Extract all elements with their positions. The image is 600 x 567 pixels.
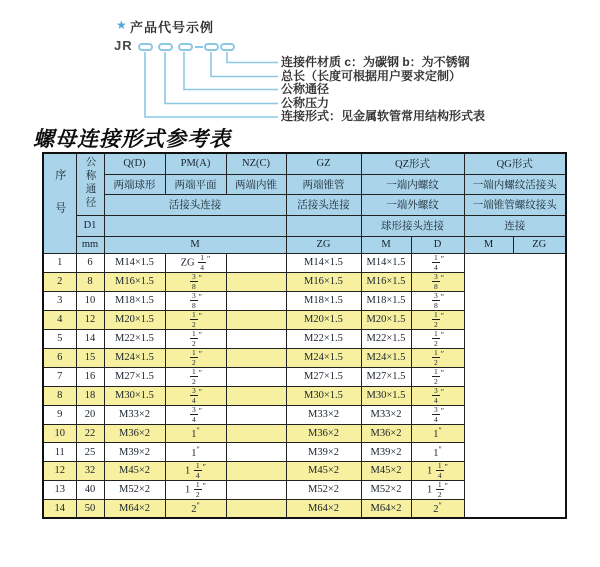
serial-cell: 1	[43, 253, 76, 272]
gz-zg-cell: $\frac{3}{4}$ ″	[165, 405, 226, 424]
dn-mm-cell: 8	[76, 272, 104, 291]
label-connection-form: 连接形式：见金属软管常用结构形式表	[281, 109, 486, 123]
table-row	[43, 329, 566, 348]
table-row	[43, 461, 566, 480]
table-row	[43, 424, 566, 443]
group-header-qg: QG形式	[464, 153, 566, 174]
qz-d-cell: M20×1.5	[286, 310, 361, 329]
thread-m-cell: M20×1.5	[104, 310, 165, 329]
thread-m-cell: M22×1.5	[104, 329, 165, 348]
dn-mm-cell: 22	[76, 424, 104, 443]
group-header-pma: PM(A)	[165, 153, 226, 174]
qg-zg-cell: $\frac{1}{4}$ ″	[411, 253, 464, 272]
serial-cell: 8	[43, 386, 76, 405]
thread-m-cell: M24×1.5	[104, 348, 165, 367]
table-row	[43, 386, 566, 405]
table-header	[43, 153, 566, 253]
qz-m-cell	[226, 272, 286, 291]
subtitle-qd: 两端球形	[104, 174, 165, 194]
gz-zg-cell: ZG $\frac{1}{4}$ ″	[165, 253, 226, 272]
qz-m-cell	[226, 499, 286, 518]
qz-m-cell	[226, 461, 286, 480]
qz-m-cell	[226, 405, 286, 424]
group-header-qz: QZ形式	[361, 153, 464, 174]
qz-d-cell: M30×1.5	[286, 386, 361, 405]
label-total-length: 总长（长度可根据用户要求定制）	[281, 69, 462, 83]
nut-connection-table	[42, 152, 567, 519]
header-row-subtitles	[43, 174, 566, 194]
serial-cell: 7	[43, 367, 76, 386]
qz-d-cell: M45×2	[286, 461, 361, 480]
qz-d-cell: M18×1.5	[286, 291, 361, 310]
qg-zg-cell: 1″	[411, 443, 464, 462]
header-row-connection	[43, 194, 566, 215]
thread-m-cell: M30×1.5	[104, 386, 165, 405]
dn-mm-cell: 20	[76, 405, 104, 424]
dn-mm-cell: 25	[76, 443, 104, 462]
thread-m-cell: M27×1.5	[104, 367, 165, 386]
qg-m-cell: M33×2	[361, 405, 411, 424]
gz-zg-cell: $\frac{3}{8}$ ″	[165, 272, 226, 291]
qz-m-cell	[226, 367, 286, 386]
qg-m-cell: M14×1.5	[361, 253, 411, 272]
qg-zg-cell: $\frac{1}{2}$ ″	[411, 348, 464, 367]
table-row	[43, 310, 566, 329]
gz-zg-cell: $\frac{1}{2}$ ″	[165, 329, 226, 348]
serial-cell: 10	[43, 424, 76, 443]
serial-cell: 13	[43, 480, 76, 499]
subtitle-gz: 两端锥管	[286, 174, 361, 194]
serial-cell: 6	[43, 348, 76, 367]
table-title: 螺母连接形式参考表	[33, 126, 231, 151]
gz-zg-cell: $\frac{1}{2}$ ″	[165, 367, 226, 386]
label-nominal-pressure: 公称压力	[281, 96, 330, 110]
col-header-serial: 序号	[43, 153, 76, 253]
thread-m-cell: M36×2	[104, 424, 165, 443]
group-header-gz: GZ	[286, 153, 361, 174]
gz-zg-cell: $\frac{3}{8}$ ″	[165, 291, 226, 310]
label-nominal-diameter: 公称通径	[281, 82, 330, 96]
qg-zg-cell: $\frac{3}{8}$ ″	[411, 272, 464, 291]
qg-zg-cell: $\frac{1}{2}$ ″	[411, 367, 464, 386]
table-row	[43, 291, 566, 310]
qg-zg-cell: 1 $\frac{1}{2}$ ″	[411, 480, 464, 499]
gz-zg-cell: 1 $\frac{1}{2}$ ″	[165, 480, 226, 499]
table-row	[43, 405, 566, 424]
qz-d-cell: M33×2	[286, 405, 361, 424]
qz-d-cell: M14×1.5	[286, 253, 361, 272]
qg-m-cell: M20×1.5	[361, 310, 411, 329]
dn-mm-cell: 6	[76, 253, 104, 272]
unit-mm: mm	[76, 236, 104, 253]
table-body	[43, 253, 566, 518]
qz-m-cell	[226, 480, 286, 499]
serial-cell: 11	[43, 443, 76, 462]
qz-d-cell: M36×2	[286, 424, 361, 443]
dn-mm-cell: 12	[76, 310, 104, 329]
subtitle-qg: 一端内螺纹活接头	[464, 174, 566, 194]
label-connector-material: 连接件材质 c：为碳钢 b：为不锈钢	[281, 55, 470, 69]
connection-ext-thread: 一端外螺纹	[361, 194, 464, 215]
table-row	[43, 499, 566, 518]
d1-empty-left	[104, 215, 286, 236]
gz-zg-cell: 1″	[165, 424, 226, 443]
unit-m-qg: M	[464, 236, 513, 253]
gz-zg-cell: $\frac{1}{2}$ ″	[165, 310, 226, 329]
table-row	[43, 253, 566, 272]
col-header-diameter: 公称通径	[76, 153, 104, 215]
subtitle-qz: 一端内螺纹	[361, 174, 464, 194]
serial-cell: 4	[43, 310, 76, 329]
gz-zg-cell: 1″	[165, 443, 226, 462]
star-icon: ★	[116, 18, 127, 32]
qz-d-cell: M27×1.5	[286, 367, 361, 386]
d1-header: D1	[76, 215, 104, 236]
dn-mm-cell: 10	[76, 291, 104, 310]
qg-zg-cell: $\frac{1}{2}$ ″	[411, 310, 464, 329]
thread-m-cell: M14×1.5	[104, 253, 165, 272]
table-row	[43, 443, 566, 462]
qz-m-cell	[226, 310, 286, 329]
qz-d-cell: M24×1.5	[286, 348, 361, 367]
qg-m-cell: M39×2	[361, 443, 411, 462]
qg-zg-cell: $\frac{1}{2}$ ″	[411, 329, 464, 348]
unit-m-qz: M	[361, 236, 411, 253]
qz-d-cell: M64×2	[286, 499, 361, 518]
qg-m-cell: M64×2	[361, 499, 411, 518]
serial-cell: 12	[43, 461, 76, 480]
qz-m-cell	[226, 348, 286, 367]
subtitle-pma: 两端平面	[165, 174, 226, 194]
qz-m-cell	[226, 253, 286, 272]
gz-zg-cell: $\frac{1}{2}$ ″	[165, 348, 226, 367]
header-row-groups	[43, 153, 566, 174]
qz-m-cell	[226, 329, 286, 348]
table-row	[43, 480, 566, 499]
qg-m-cell: M52×2	[361, 480, 411, 499]
connection-label: 连接	[464, 215, 566, 236]
qg-m-cell: M30×1.5	[361, 386, 411, 405]
thread-m-cell: M45×2	[104, 461, 165, 480]
dn-mm-cell: 14	[76, 329, 104, 348]
dn-mm-cell: 16	[76, 367, 104, 386]
gz-zg-cell: 2″	[165, 499, 226, 518]
qz-d-cell: M22×1.5	[286, 329, 361, 348]
serial-cell: 14	[43, 499, 76, 518]
header-row-d1	[43, 215, 566, 236]
thread-m-cell: M16×1.5	[104, 272, 165, 291]
table-row	[43, 272, 566, 291]
qz-m-cell	[226, 424, 286, 443]
unit-d-qz: D	[411, 236, 464, 253]
table-row	[43, 348, 566, 367]
dn-mm-cell: 32	[76, 461, 104, 480]
qz-d-cell: M52×2	[286, 480, 361, 499]
qg-zg-cell: 1″	[411, 424, 464, 443]
thread-m-cell: M39×2	[104, 443, 165, 462]
gz-zg-cell: 1 $\frac{1}{4}$ ″	[165, 461, 226, 480]
header-row-units	[43, 236, 566, 253]
qg-zg-cell: 1 $\frac{1}{4}$ ″	[411, 461, 464, 480]
diagram-heading: 产品代号示例	[130, 20, 215, 35]
qg-m-cell: M18×1.5	[361, 291, 411, 310]
dn-mm-cell: 40	[76, 480, 104, 499]
connection-taper-joint: 一端锥管螺纹接头	[464, 194, 566, 215]
unit-zg-qg: ZG	[513, 236, 566, 253]
qg-zg-cell: $\frac{3}{8}$ ″	[411, 291, 464, 310]
group-header-qd: Q(D)	[104, 153, 165, 174]
dn-mm-cell: 18	[76, 386, 104, 405]
unit-zg-gz: ZG	[286, 236, 361, 253]
qz-d-cell: M16×1.5	[286, 272, 361, 291]
qz-m-cell	[226, 291, 286, 310]
thread-m-cell: M18×1.5	[104, 291, 165, 310]
qz-m-cell	[226, 386, 286, 405]
qg-m-cell: M27×1.5	[361, 367, 411, 386]
thread-m-cell: M64×2	[104, 499, 165, 518]
qg-m-cell: M22×1.5	[361, 329, 411, 348]
qg-m-cell: M16×1.5	[361, 272, 411, 291]
serial-cell: 5	[43, 329, 76, 348]
subtitle-nzc: 两端内锥	[226, 174, 286, 194]
qg-zg-cell: $\frac{3}{4}$ ″	[411, 405, 464, 424]
serial-cell: 9	[43, 405, 76, 424]
gz-zg-cell: $\frac{3}{4}$ ″	[165, 386, 226, 405]
dn-mm-cell: 15	[76, 348, 104, 367]
ball-joint-connection: 球形接头连接	[361, 215, 464, 236]
unit-m-left: M	[104, 236, 286, 253]
qg-m-cell: M45×2	[361, 461, 411, 480]
d1-empty-gz	[286, 215, 361, 236]
qg-m-cell: M24×1.5	[361, 348, 411, 367]
dn-mm-cell: 50	[76, 499, 104, 518]
group-header-nzc: NZ(C)	[226, 153, 286, 174]
serial-cell: 3	[43, 291, 76, 310]
qg-m-cell: M36×2	[361, 424, 411, 443]
table-row	[43, 367, 566, 386]
qg-zg-cell: $\frac{3}{4}$ ″	[411, 386, 464, 405]
connection-union-left: 活接头连接	[104, 194, 286, 215]
serial-cell: 2	[43, 272, 76, 291]
qz-d-cell: M39×2	[286, 443, 361, 462]
thread-m-cell: M52×2	[104, 480, 165, 499]
thread-m-cell: M33×2	[104, 405, 165, 424]
product-code-prefix: JR	[114, 38, 133, 53]
qz-m-cell	[226, 443, 286, 462]
qg-zg-cell: 2″	[411, 499, 464, 518]
connection-union-gz: 活接头连接	[286, 194, 361, 215]
